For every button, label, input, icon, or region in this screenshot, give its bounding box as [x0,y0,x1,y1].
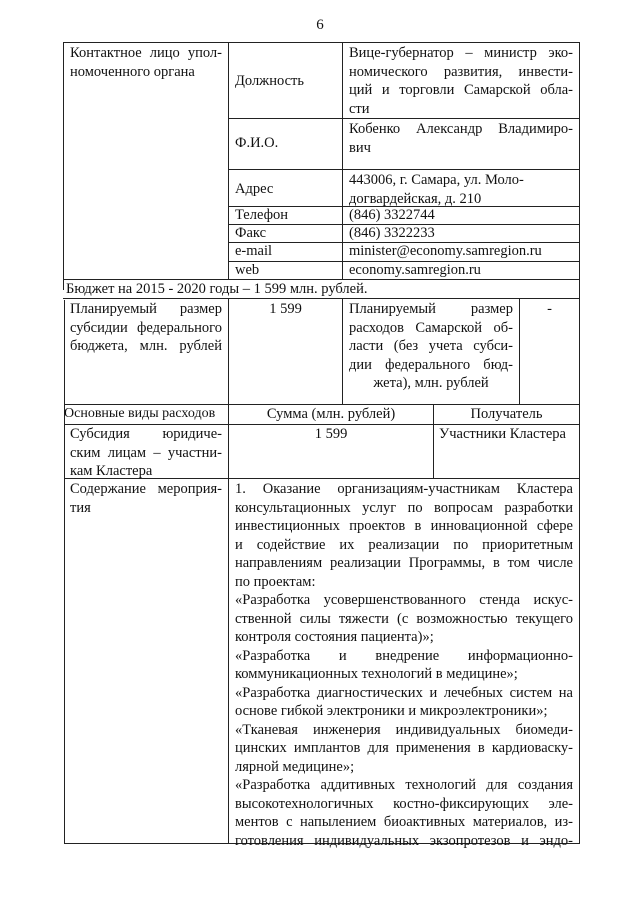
activity-line: «Разработка усовершенствованного стенда искус- [235,592,573,608]
activity-line: «Разработка диагностических и лечебных систем на [235,684,573,701]
regional-expense-label: Планируемый размер расходов Самарской об- ласти (без учета субси- дии федерального бюд- жета), млн. рублей [349,301,513,391]
activity-line: высокотехнологичных костно-фиксирующих эле- [235,795,573,812]
fax-value: (846) 3322233 [349,225,435,241]
header-amount: Сумма (млн. рублей) [266,406,396,422]
activity-line: «Разработка и внедрение информационно- [235,647,573,664]
fio-value: Кобенко Александр Владимиро- вич [349,121,573,156]
activity-line: готовления индивидуальных экзопротезов и эндо- [235,832,573,849]
expense-amount: 1 599 [314,426,348,442]
header-expense-type: Основные виды расходов [64,406,216,421]
activity-line: ственной силы тяжести (с возможностью текущего [235,610,573,627]
fio-label: Ф.И.О. [235,135,279,151]
address-value: 443006, г. Самара, ул. Моло- догвардейская, д. 210 [349,172,524,207]
subsidy-label: Планируемый размер субсидии федерального бюджета, млн. рублей [70,301,222,354]
address-label: Адрес [235,181,274,197]
email-label: e-mail [235,243,273,259]
activity-line: направлениям реализации Программы, в том числе [235,555,573,571]
phone-label: Телефон [235,207,288,223]
activity-line: контроля состояния пациента)»; [235,629,434,645]
activity-line: цинских имплантов для применения в кардиоваску- [235,740,573,756]
activity-line: лярной медицине»; [235,758,355,775]
web-label: web [235,262,260,278]
expense-type: Субсидия юридиче- ским лицам – участни- кам Кластера [70,426,222,479]
fax-label: Факс [235,225,267,241]
activity-content [229,480,579,850]
email-value: minister@economy.samregion.ru [349,243,542,259]
activity-line: «Тканевая инженерия индивидуальных биомеди- [235,721,573,738]
contact-label: Контактное лицо упол- номоченного органа [70,45,222,80]
page-number: 6 [316,17,324,33]
activity-line: по проектам: [235,573,316,590]
activity-line: консультационных услуг по вопросам разработки [235,499,573,516]
activity-line: инвестиционных проектов в инновационной сфере [235,518,573,534]
position-value: Вице-губернатор – министр эко- номического развития, инвести- ций и торговли Самарской обла- сти [349,45,573,117]
activity-line: основе гибкой электроники и микроэлектроники»; [235,703,548,719]
activity-line: коммуникационных технологий в медицине»; [235,666,518,682]
phone-value: (846) 3322744 [349,207,435,223]
budget-line: Бюджет на 2015 - 2020 годы – 1 599 млн. рублей. [66,281,368,297]
activity-line: 1. Оказание организациям-участникам Кластера [235,481,573,497]
activity-line: ментов с напылением биоактивных материалов, из- [235,814,573,830]
activity-label: Содержание мероприя- тия [70,481,222,516]
subsidy-value: 1 599 [269,301,302,317]
expense-recipient: Участники Кластера [439,426,566,442]
activity-line: и содействие их реализации по приоритетным [235,536,573,553]
activity-line: «Разработка аддитивных технологий для создания [235,777,573,793]
header-recipient: Получатель [470,406,543,422]
web-value: economy.samregion.ru [349,262,481,278]
regional-expense-value: - [547,301,552,317]
position-label: Должность [235,73,304,89]
